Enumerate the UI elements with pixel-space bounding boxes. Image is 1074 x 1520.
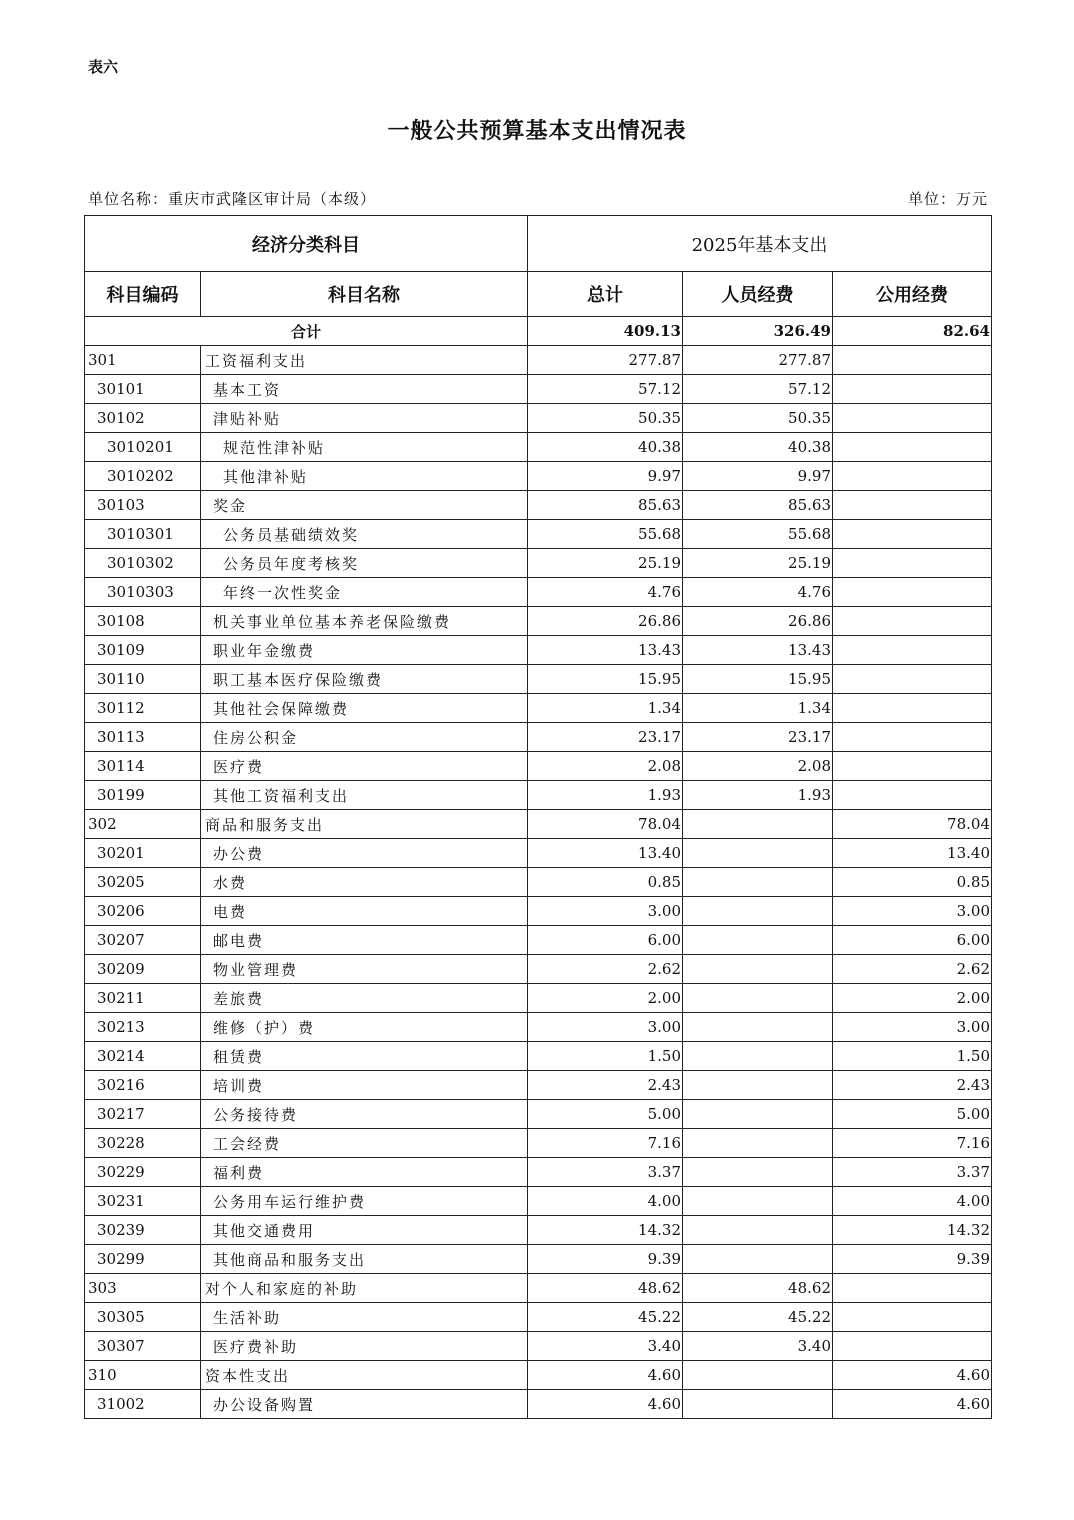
row-public: 3.00 [833,897,992,926]
row-code: 30211 [85,984,201,1013]
row-name: 邮电费 [201,926,528,955]
table-row [85,781,992,810]
row-total: 2.43 [528,1071,683,1100]
row-name: 公务员基础绩效奖 [201,520,528,549]
table-row [85,636,992,665]
table-row [85,694,992,723]
row-public: 3.37 [833,1158,992,1187]
table-row [85,1042,992,1071]
table-row [85,1100,992,1129]
row-public: 2.62 [833,955,992,984]
row-personnel [683,1187,833,1216]
row-public: 3.00 [833,1013,992,1042]
row-name: 医疗费 [201,752,528,781]
row-name: 职工基本医疗保险缴费 [201,665,528,694]
row-name: 规范性津补贴 [201,433,528,462]
row-name: 电费 [201,897,528,926]
row-code: 3010201 [85,433,201,462]
row-code: 30101 [85,375,201,404]
row-total: 0.85 [528,868,683,897]
row-name: 其他社会保障缴费 [201,694,528,723]
row-total: 1.34 [528,694,683,723]
row-total: 9.97 [528,462,683,491]
table-row [85,897,992,926]
table-row [85,1390,992,1419]
row-personnel: 45.22 [683,1303,833,1332]
row-code: 30109 [85,636,201,665]
row-public: 13.40 [833,839,992,868]
row-public: 78.04 [833,810,992,839]
row-personnel: 277.87 [683,346,833,375]
row-code: 303 [85,1274,201,1303]
row-name: 其他交通费用 [201,1216,528,1245]
row-code: 30239 [85,1216,201,1245]
row-code: 30102 [85,404,201,433]
row-personnel: 26.86 [683,607,833,636]
total-row [85,317,992,346]
row-total: 45.22 [528,1303,683,1332]
row-personnel [683,810,833,839]
row-name: 工资福利支出 [201,346,528,375]
row-public [833,462,992,491]
row-public: 7.16 [833,1129,992,1158]
row-code: 30213 [85,1013,201,1042]
table-row [85,1274,992,1303]
row-total: 2.08 [528,752,683,781]
row-total: 4.60 [528,1361,683,1390]
row-code: 30207 [85,926,201,955]
row-total: 78.04 [528,810,683,839]
row-total: 85.63 [528,491,683,520]
row-personnel: 85.63 [683,491,833,520]
table-row [85,1129,992,1158]
table-row [85,375,992,404]
row-personnel [683,1361,833,1390]
row-code: 3010302 [85,549,201,578]
row-public [833,433,992,462]
row-code: 30214 [85,1042,201,1071]
row-name: 职业年金缴费 [201,636,528,665]
row-personnel: 23.17 [683,723,833,752]
row-code: 3010202 [85,462,201,491]
row-code: 30112 [85,694,201,723]
row-public [833,404,992,433]
row-code: 30199 [85,781,201,810]
row-total: 48.62 [528,1274,683,1303]
table-row [85,1303,992,1332]
table-row [85,549,992,578]
table-row [85,1361,992,1390]
row-public [833,752,992,781]
row-personnel [683,1100,833,1129]
row-total: 3.00 [528,1013,683,1042]
row-public: 1.50 [833,1042,992,1071]
header-econ-class: 经济分类科目 [85,216,528,272]
row-name: 办公设备购置 [201,1390,528,1419]
row-total: 4.00 [528,1187,683,1216]
row-total: 13.40 [528,839,683,868]
row-code: 30108 [85,607,201,636]
table-row [85,1332,992,1361]
row-personnel: 40.38 [683,433,833,462]
row-code: 302 [85,810,201,839]
table-row [85,462,992,491]
row-name: 公务接待费 [201,1100,528,1129]
row-personnel [683,926,833,955]
row-public: 5.00 [833,1100,992,1129]
row-personnel: 2.08 [683,752,833,781]
unit-info-row [88,188,988,209]
row-personnel: 15.95 [683,665,833,694]
header-row-1 [85,216,992,272]
row-total: 40.38 [528,433,683,462]
total-label: 合计 [85,317,528,346]
row-name: 物业管理费 [201,955,528,984]
row-code: 30114 [85,752,201,781]
row-personnel [683,897,833,926]
row-personnel [683,839,833,868]
table-row [85,955,992,984]
row-code: 30217 [85,1100,201,1129]
row-total: 14.32 [528,1216,683,1245]
row-name: 水费 [201,868,528,897]
row-public: 2.43 [833,1071,992,1100]
row-code: 30113 [85,723,201,752]
row-public [833,491,992,520]
row-name: 维修（护）费 [201,1013,528,1042]
row-public: 4.60 [833,1390,992,1419]
row-personnel [683,955,833,984]
row-name: 基本工资 [201,375,528,404]
row-total: 9.39 [528,1245,683,1274]
row-total: 15.95 [528,665,683,694]
row-code: 30231 [85,1187,201,1216]
row-name: 培训费 [201,1071,528,1100]
row-name: 津贴补贴 [201,404,528,433]
row-name: 住房公积金 [201,723,528,752]
header-row-2 [85,272,992,317]
row-public: 9.39 [833,1245,992,1274]
row-public: 4.00 [833,1187,992,1216]
total-personnel: 326.49 [683,317,833,346]
row-personnel: 50.35 [683,404,833,433]
row-total: 1.93 [528,781,683,810]
row-name: 其他津补贴 [201,462,528,491]
row-total: 55.68 [528,520,683,549]
row-public: 14.32 [833,1216,992,1245]
unit-name: 单位名称：重庆市武隆区审计局（本级） [88,190,377,208]
row-name: 办公费 [201,839,528,868]
row-total: 6.00 [528,926,683,955]
row-total: 1.50 [528,1042,683,1071]
row-personnel [683,1013,833,1042]
table-row [85,839,992,868]
row-public [833,578,992,607]
row-code: 3010303 [85,578,201,607]
row-personnel: 3.40 [683,1332,833,1361]
row-total: 3.37 [528,1158,683,1187]
row-code: 310 [85,1361,201,1390]
total-public: 82.64 [833,317,992,346]
header-year-expenditure: 2025年基本支出 [528,216,992,272]
row-code: 30209 [85,955,201,984]
table-row [85,578,992,607]
table-row [85,1187,992,1216]
row-personnel: 25.19 [683,549,833,578]
row-personnel: 9.97 [683,462,833,491]
currency-unit: 单位：万元 [907,190,988,208]
header-name: 科目名称 [201,272,528,317]
table-row [85,520,992,549]
row-name: 其他工资福利支出 [201,781,528,810]
row-name: 福利费 [201,1158,528,1187]
table-row [85,868,992,897]
row-personnel [683,984,833,1013]
row-public [833,665,992,694]
table-row [85,723,992,752]
row-name: 对个人和家庭的补助 [201,1274,528,1303]
row-total: 26.86 [528,607,683,636]
row-public: 4.60 [833,1361,992,1390]
row-public [833,781,992,810]
row-code: 30299 [85,1245,201,1274]
table-row [85,1013,992,1042]
row-personnel: 1.93 [683,781,833,810]
table-row [85,433,992,462]
header-code: 科目编码 [85,272,201,317]
row-total: 50.35 [528,404,683,433]
row-personnel [683,1129,833,1158]
table-number-label: 表六 [88,58,119,76]
table-row [85,1216,992,1245]
expenditure-table [84,215,992,1419]
table-row [85,1071,992,1100]
row-public [833,607,992,636]
total-amount: 409.13 [528,317,683,346]
row-total: 5.00 [528,1100,683,1129]
row-personnel [683,1216,833,1245]
table-row [85,752,992,781]
row-total: 13.43 [528,636,683,665]
row-total: 2.00 [528,984,683,1013]
row-code: 30205 [85,868,201,897]
row-code: 30305 [85,1303,201,1332]
row-personnel [683,1245,833,1274]
row-public [833,520,992,549]
row-public [833,694,992,723]
row-name: 工会经费 [201,1129,528,1158]
row-total: 4.60 [528,1390,683,1419]
table-row [85,926,992,955]
row-total: 2.62 [528,955,683,984]
row-code: 30206 [85,897,201,926]
table-row [85,810,992,839]
table-row [85,984,992,1013]
row-public: 0.85 [833,868,992,897]
table-row [85,346,992,375]
row-code: 3010301 [85,520,201,549]
row-code: 30103 [85,491,201,520]
row-total: 277.87 [528,346,683,375]
row-name: 奖金 [201,491,528,520]
header-personnel: 人员经费 [683,272,833,317]
header-public: 公用经费 [833,272,992,317]
row-public: 2.00 [833,984,992,1013]
table-row [85,491,992,520]
row-name: 资本性支出 [201,1361,528,1390]
table-row [85,665,992,694]
row-name: 生活补助 [201,1303,528,1332]
row-name: 商品和服务支出 [201,810,528,839]
row-name: 公务员年度考核奖 [201,549,528,578]
row-total: 7.16 [528,1129,683,1158]
row-personnel [683,1071,833,1100]
row-name: 机关事业单位基本养老保险缴费 [201,607,528,636]
row-public [833,346,992,375]
row-name: 租赁费 [201,1042,528,1071]
table-row [85,1158,992,1187]
row-public [833,375,992,404]
row-code: 301 [85,346,201,375]
row-total: 57.12 [528,375,683,404]
table-row [85,607,992,636]
row-personnel: 1.34 [683,694,833,723]
row-personnel [683,1042,833,1071]
row-code: 30229 [85,1158,201,1187]
row-personnel [683,868,833,897]
row-public [833,1274,992,1303]
row-personnel: 4.76 [683,578,833,607]
row-total: 4.76 [528,578,683,607]
row-code: 30307 [85,1332,201,1361]
row-public [833,723,992,752]
row-personnel: 55.68 [683,520,833,549]
row-name: 医疗费补助 [201,1332,528,1361]
row-total: 25.19 [528,549,683,578]
row-public [833,1303,992,1332]
row-total: 23.17 [528,723,683,752]
row-code: 30216 [85,1071,201,1100]
row-personnel: 57.12 [683,375,833,404]
row-total: 3.40 [528,1332,683,1361]
row-personnel [683,1158,833,1187]
page-title: 一般公共预算基本支出情况表 [387,118,687,144]
row-name: 其他商品和服务支出 [201,1245,528,1274]
table-row [85,404,992,433]
row-code: 31002 [85,1390,201,1419]
row-code: 30110 [85,665,201,694]
row-personnel [683,1390,833,1419]
row-public [833,549,992,578]
row-name: 年终一次性奖金 [201,578,528,607]
row-name: 差旅费 [201,984,528,1013]
row-name: 公务用车运行维护费 [201,1187,528,1216]
row-code: 30228 [85,1129,201,1158]
row-personnel: 48.62 [683,1274,833,1303]
row-personnel: 13.43 [683,636,833,665]
table-row [85,1245,992,1274]
row-public: 6.00 [833,926,992,955]
row-code: 30201 [85,839,201,868]
header-total: 总计 [528,272,683,317]
row-total: 3.00 [528,897,683,926]
row-public [833,636,992,665]
row-public [833,1332,992,1361]
